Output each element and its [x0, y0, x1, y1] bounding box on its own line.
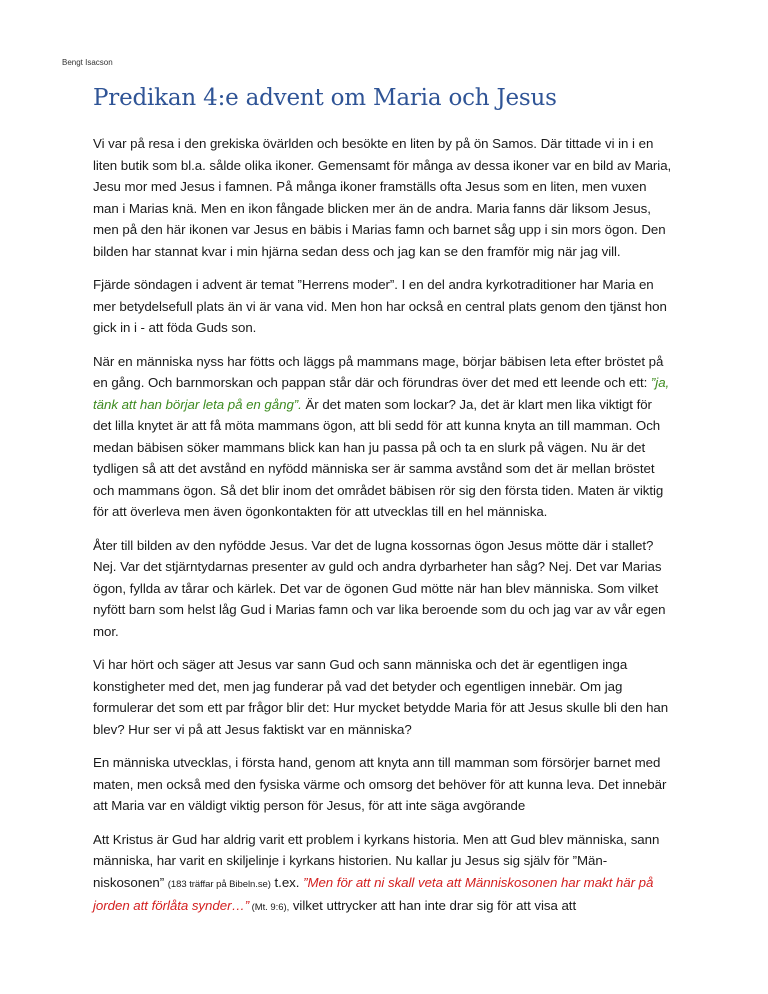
paragraph-3-text-before: När en människa nyss har fötts och läggs på mammans mage, börjar bäbisen leta efter bröstet på en gång. Och barnmorskan och pappan står där och förundras över det med ett leende och ett: [93, 353, 664, 390]
paragraph-7-text-c: vilket uttrycker att han inte drar sig för att visa att [289, 898, 577, 913]
paragraph-3 [93, 351, 673, 523]
paragraph-7-bible-reference: (Mt. 9:6), [249, 902, 290, 913]
paragraph-3-text-after: Är det maten som lockar? Ja, det är klart men lika viktigt för det lilla knytet är att få möta mammans ögon, att bli sedd för att kunna knyta an till mamman. Och medan bäbisen söker mammans blick kan han ju passa på och ta en slurk på vägen. Nu är det tydligen så att det avstånd en nyfödd människa ser är samma avstånd som det är mellan bröstet och mammans ögon. Så det blir inom det området bäbisen rör sig den första tiden. Maten är viktig för att överleva men även ögonkontakten för att utvecklas till en hel människa. [93, 396, 664, 519]
paragraph-7-text-b: t.ex. [270, 874, 304, 890]
paragraph-5: Vi har hört och säger att Jesus var sann Gud och sann människa och det är egentligen inga konstigheter med det, men jag funderar på vad det betyder och egentligen innebär. Om jag formulerar det som ett par frågor blir det: Hur mycket betydde Maria för att Jesus skulle bli den han blev? Hur ser vi på att Jesus faktiskt var en människa? [93, 657, 669, 737]
document-body [93, 82, 673, 931]
paragraph-7 [93, 829, 673, 919]
paragraph-4: Åter till bilden av den nyfödde Jesus. Var det de lugna kossornas ögon Jesus mötte där i stallet? Nej. Var det stjärntydarnas presenter av guld och andra dyrbarheter han såg? Nej. Det var Marias ögon, fyllda av tårar och kärlek. Det var de ögonen Gud mötte när han blev människa. Som vilket nyfött barn som helst låg Gud i Marias famn och var lika beroende som du och jag var av vår egen mor. [93, 537, 666, 639]
paragraph-3-quote: ”ja, tänk att han börjar leta på en gång”. [93, 375, 670, 412]
paragraph-1: Vi var på resa i den grekiska övärlden och besökte en liten by på ön Samos. Där tittade vi in i en liten butik som bl.a. sålde olika ikoner. Gemensamt för många av dessa ikoner var en bild av Maria, Jesu mor med Jesus i famnen. På många ikoner framställs ofta Jesus som en liten, men vuxen man i Marias knä. Men en ikon fångade blicken mer än de andra. Maria fanns där liksom Jesus, men på den här ikonen var Jesus en bäbis i Marias famn och barnet såg upp i sin mors ögon. Den bilden har stannat kvar i min hjärna sedan dess och jag kan se den framför mig när jag vill. [93, 136, 672, 259]
paragraph-7-reference-count: (183 träffar på Bibeln.se) [167, 878, 271, 890]
paragraph-6: En människa utvecklas, i första hand, genom att knyta ann till mamman som försörjer barnet med maten, men också med den fysiska värme och omsorg det behöver för att kunna leva. Det innebär att Maria var en väldigt viktig person för Jesus, för att inte säga avgörande [93, 755, 667, 813]
paragraph-7-text-a: Att Kristus är Gud har aldrig varit ett problem i kyrkans historia. Men att Gud blev människa, sann människa, har varit en skiljelinje i kyrkans historien. Nu kallar ju Jesus sig själv för ”Män-niskosonen” [93, 831, 660, 890]
header-author: Bengt Isacson [62, 58, 113, 67]
paragraph-2: Fjärde söndagen i advent är temat ”Herrens moder”. I en del andra kyrkotraditioner har Maria en mer betydelsefull plats än vi är vana vid. Men hon har också en central plats genom den tjänst hon gick in i - att föda Guds son. [93, 277, 667, 335]
paragraph-7-quote: ”Men för att ni skall veta att Människosonen har makt här på jorden att förlåta synder…” [93, 874, 654, 913]
document-title: Predikan 4:e advent om Maria och Jesus [93, 85, 557, 111]
